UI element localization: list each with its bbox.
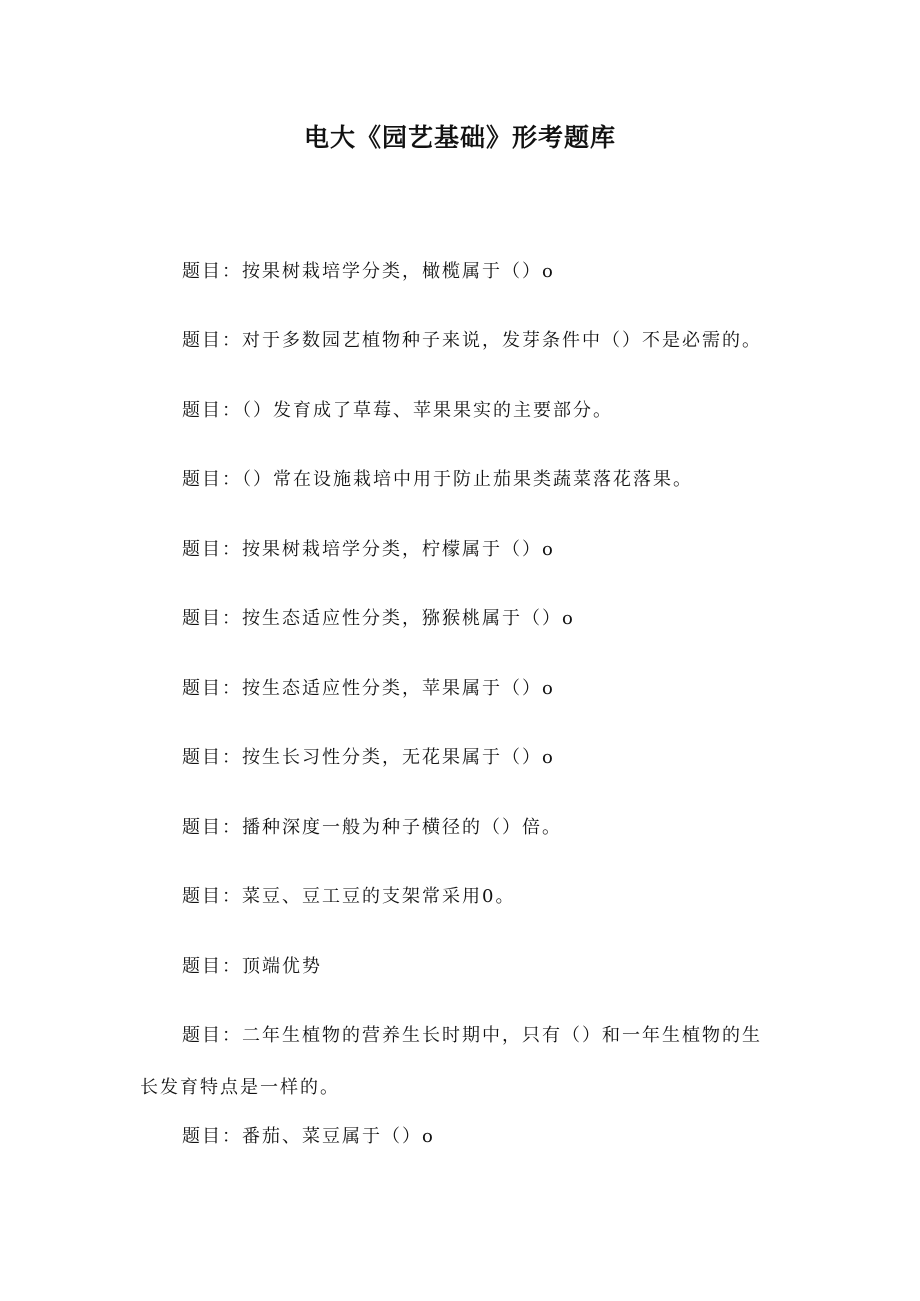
- question-5: 题目：按果树栽培学分类，柠檬属于（）o: [182, 539, 555, 560]
- document-title: 电大《园艺基础》形考题库: [303, 123, 616, 152]
- question-1: 题目：按果树栽培学分类，橄榄属于（）o: [182, 261, 555, 282]
- question-7: 题目：按生态适应性分类，苹果属于（）o: [182, 678, 555, 699]
- question-13: 题目：番茄、菜豆属于（）o: [182, 1126, 435, 1147]
- question-6: 题目：按生态适应性分类，猕猴桃属于（）o: [182, 608, 575, 629]
- question-12: 题目：二年生植物的营养生长时期中，只有（）和一年生植物的生长发育特点是一样的。: [140, 1025, 762, 1098]
- question-11: 题目：顶端优势: [182, 956, 322, 977]
- question-2: 题目：对于多数园艺植物种子来说，发芽条件中（）不是必需的。: [182, 330, 762, 351]
- question-10: 题目：菜豆、豆工豆的支架常采用0。: [182, 886, 516, 907]
- question-9: 题目：播种深度一般为种子横径的（）倍。: [182, 817, 562, 838]
- question-3: 题目：（）发育成了草莓、苹果果实的主要部分。: [182, 400, 613, 421]
- question-4: 题目：（）常在设施栽培中用于防止茄果类蔬菜落花落果。: [182, 469, 693, 490]
- question-8: 题目：按生长习性分类，无花果属于（）o: [182, 747, 555, 768]
